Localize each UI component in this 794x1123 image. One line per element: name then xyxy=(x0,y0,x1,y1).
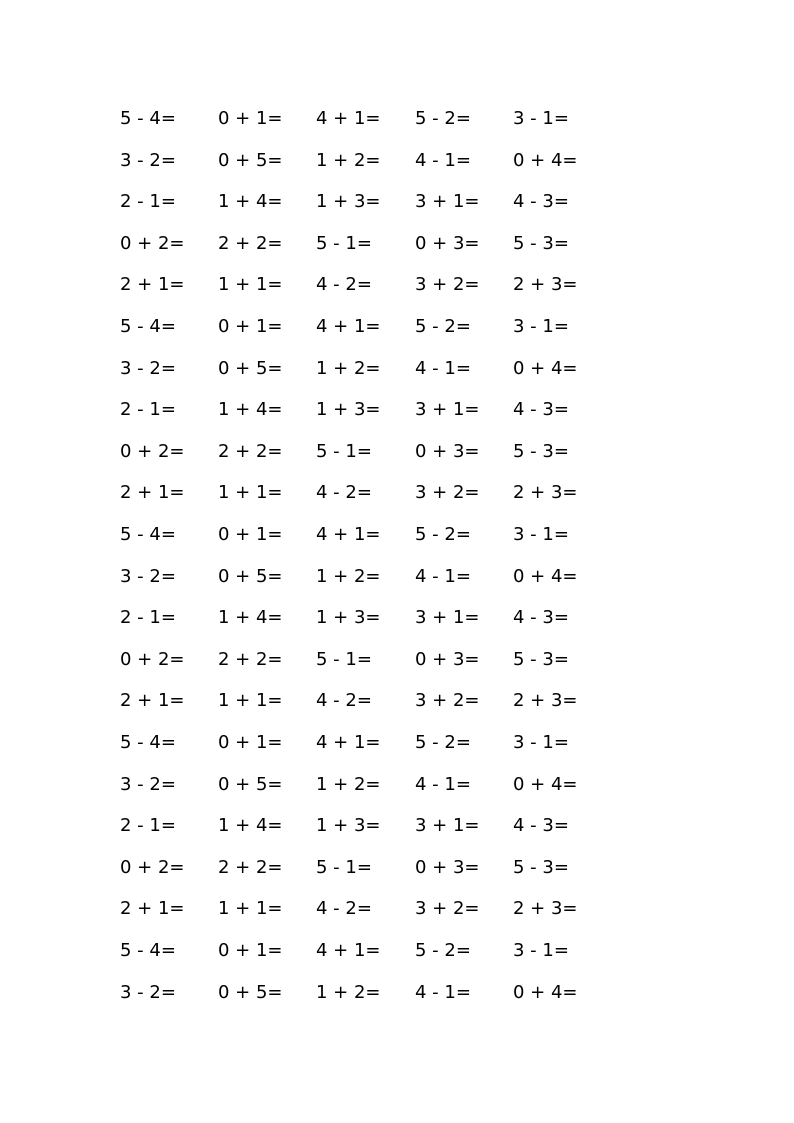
math-problem: 3 + 1= xyxy=(415,607,480,629)
problem-row xyxy=(0,354,794,384)
math-problem: 0 + 2= xyxy=(120,232,185,254)
math-problem: 4 - 2= xyxy=(316,274,372,296)
problem-row xyxy=(0,853,794,883)
math-problem: 1 + 1= xyxy=(218,274,283,296)
math-problem: 0 + 5= xyxy=(218,565,283,587)
math-problem: 1 + 1= xyxy=(218,482,283,504)
math-problem: 4 + 1= xyxy=(316,524,381,545)
math-problem: 0 + 3= xyxy=(415,232,480,254)
problem-row xyxy=(0,770,794,800)
math-problem: 5 - 2= xyxy=(415,108,471,129)
math-problem: 4 - 3= xyxy=(513,399,569,421)
math-problem: 4 - 1= xyxy=(415,149,471,171)
math-problem: 3 - 1= xyxy=(513,732,569,753)
math-problem: 2 + 1= xyxy=(120,690,185,712)
math-problem: 5 - 3= xyxy=(513,648,569,670)
math-problem: 1 + 4= xyxy=(218,399,283,421)
math-problem: 4 + 1= xyxy=(316,940,381,961)
math-problem: 3 - 1= xyxy=(513,316,569,337)
problem-row xyxy=(0,686,794,716)
math-problem: 5 - 2= xyxy=(415,732,471,753)
math-problem: 2 + 1= xyxy=(120,898,185,920)
math-problem: 0 + 2= xyxy=(120,856,185,878)
problem-row xyxy=(0,146,794,176)
math-problem: 3 + 2= xyxy=(415,482,480,504)
math-problem: 1 + 3= xyxy=(316,399,381,421)
math-problem: 3 + 1= xyxy=(415,815,480,837)
math-problem: 0 + 5= xyxy=(218,773,283,795)
math-problem: 3 - 1= xyxy=(513,524,569,545)
math-problem: 5 - 1= xyxy=(316,856,372,878)
math-problem: 3 + 2= xyxy=(415,274,480,296)
problem-row xyxy=(0,978,794,1008)
math-problem: 1 + 2= xyxy=(316,773,381,795)
math-problem: 1 + 3= xyxy=(316,815,381,837)
math-problem: 5 - 4= xyxy=(120,524,176,545)
math-problem: 0 + 1= xyxy=(218,316,283,337)
math-problem: 1 + 4= xyxy=(218,815,283,837)
math-problem: 4 - 3= xyxy=(513,191,569,213)
math-problem: 2 - 1= xyxy=(120,191,176,213)
math-problem: 5 - 3= xyxy=(513,440,569,462)
math-problem: 4 + 1= xyxy=(316,108,381,129)
problem-row xyxy=(0,104,794,134)
problem-row xyxy=(0,478,794,508)
math-problem: 4 - 1= xyxy=(415,565,471,587)
math-problem: 3 + 1= xyxy=(415,191,480,213)
math-problem: 0 + 4= xyxy=(513,565,578,587)
math-problem: 0 + 4= xyxy=(513,773,578,795)
math-problem: 0 + 5= xyxy=(218,149,283,171)
math-problem: 4 - 1= xyxy=(415,357,471,379)
math-problem: 0 + 3= xyxy=(415,856,480,878)
math-problem: 1 + 1= xyxy=(218,690,283,712)
math-problem: 1 + 4= xyxy=(218,607,283,629)
math-problem: 2 + 2= xyxy=(218,232,283,254)
math-problem: 0 + 1= xyxy=(218,524,283,545)
math-problem: 0 + 3= xyxy=(415,440,480,462)
problem-row xyxy=(0,187,794,217)
math-problem: 0 + 5= xyxy=(218,357,283,379)
math-problem: 4 - 1= xyxy=(415,773,471,795)
math-problem: 0 + 1= xyxy=(218,732,283,753)
problem-row xyxy=(0,811,794,841)
math-problem: 5 - 1= xyxy=(316,232,372,254)
problem-row xyxy=(0,395,794,425)
math-problem: 4 - 3= xyxy=(513,607,569,629)
math-problem: 3 + 2= xyxy=(415,690,480,712)
math-problem: 5 - 2= xyxy=(415,940,471,961)
problem-row xyxy=(0,603,794,633)
math-problem: 4 + 1= xyxy=(316,316,381,337)
math-problem: 2 - 1= xyxy=(120,399,176,421)
math-problem: 1 + 2= xyxy=(316,981,381,1003)
math-problem: 3 - 2= xyxy=(120,565,176,587)
problem-row xyxy=(0,645,794,675)
math-problem: 2 + 1= xyxy=(120,274,185,296)
math-problem: 3 + 2= xyxy=(415,898,480,920)
math-problem: 2 + 1= xyxy=(120,482,185,504)
problem-row xyxy=(0,562,794,592)
problem-row xyxy=(0,520,794,550)
math-problem: 4 - 2= xyxy=(316,898,372,920)
math-problem: 0 + 1= xyxy=(218,940,283,961)
problem-row xyxy=(0,728,794,758)
math-problem: 3 - 1= xyxy=(513,108,569,129)
math-problem: 0 + 4= xyxy=(513,981,578,1003)
math-problem: 1 + 3= xyxy=(316,191,381,213)
problem-row xyxy=(0,312,794,342)
math-problem: 2 + 2= xyxy=(218,856,283,878)
math-problem: 2 + 3= xyxy=(513,898,578,920)
math-problem: 0 + 4= xyxy=(513,149,578,171)
math-problem: 3 - 2= xyxy=(120,149,176,171)
problem-row xyxy=(0,936,794,966)
math-problem: 3 - 2= xyxy=(120,981,176,1003)
math-problem: 0 + 2= xyxy=(120,648,185,670)
math-problem: 1 + 4= xyxy=(218,191,283,213)
math-problem: 5 - 1= xyxy=(316,648,372,670)
math-problem: 5 - 2= xyxy=(415,524,471,545)
math-problem: 2 + 2= xyxy=(218,440,283,462)
problem-row xyxy=(0,437,794,467)
math-problem: 3 + 1= xyxy=(415,399,480,421)
math-problem: 0 + 4= xyxy=(513,357,578,379)
math-problem: 5 - 4= xyxy=(120,732,176,753)
problem-row xyxy=(0,270,794,300)
math-problem: 5 - 3= xyxy=(513,856,569,878)
math-problem: 0 + 5= xyxy=(218,981,283,1003)
math-problem: 4 - 3= xyxy=(513,815,569,837)
math-problem: 1 + 2= xyxy=(316,357,381,379)
math-problem: 2 + 3= xyxy=(513,482,578,504)
math-problem: 0 + 2= xyxy=(120,440,185,462)
math-problem: 2 + 3= xyxy=(513,274,578,296)
math-problem: 1 + 2= xyxy=(316,149,381,171)
problem-row xyxy=(0,229,794,259)
math-problem: 2 + 3= xyxy=(513,690,578,712)
problem-row xyxy=(0,894,794,924)
math-problem: 4 + 1= xyxy=(316,732,381,753)
math-problem: 3 - 1= xyxy=(513,940,569,961)
math-problem: 5 - 4= xyxy=(120,108,176,129)
math-problem: 3 - 2= xyxy=(120,357,176,379)
math-problem: 5 - 3= xyxy=(513,232,569,254)
math-problem: 2 - 1= xyxy=(120,815,176,837)
math-problem: 0 + 3= xyxy=(415,648,480,670)
math-problem: 5 - 4= xyxy=(120,940,176,961)
math-problem: 1 + 3= xyxy=(316,607,381,629)
math-problem: 5 - 2= xyxy=(415,316,471,337)
math-problem: 1 + 2= xyxy=(316,565,381,587)
math-problem: 4 - 2= xyxy=(316,482,372,504)
math-problem: 5 - 4= xyxy=(120,316,176,337)
math-problem: 1 + 1= xyxy=(218,898,283,920)
math-problem: 3 - 2= xyxy=(120,773,176,795)
math-problem: 5 - 1= xyxy=(316,440,372,462)
math-problem: 4 - 1= xyxy=(415,981,471,1003)
math-problem: 2 - 1= xyxy=(120,607,176,629)
math-problem: 4 - 2= xyxy=(316,690,372,712)
math-problem: 0 + 1= xyxy=(218,108,283,129)
math-problem: 2 + 2= xyxy=(218,648,283,670)
